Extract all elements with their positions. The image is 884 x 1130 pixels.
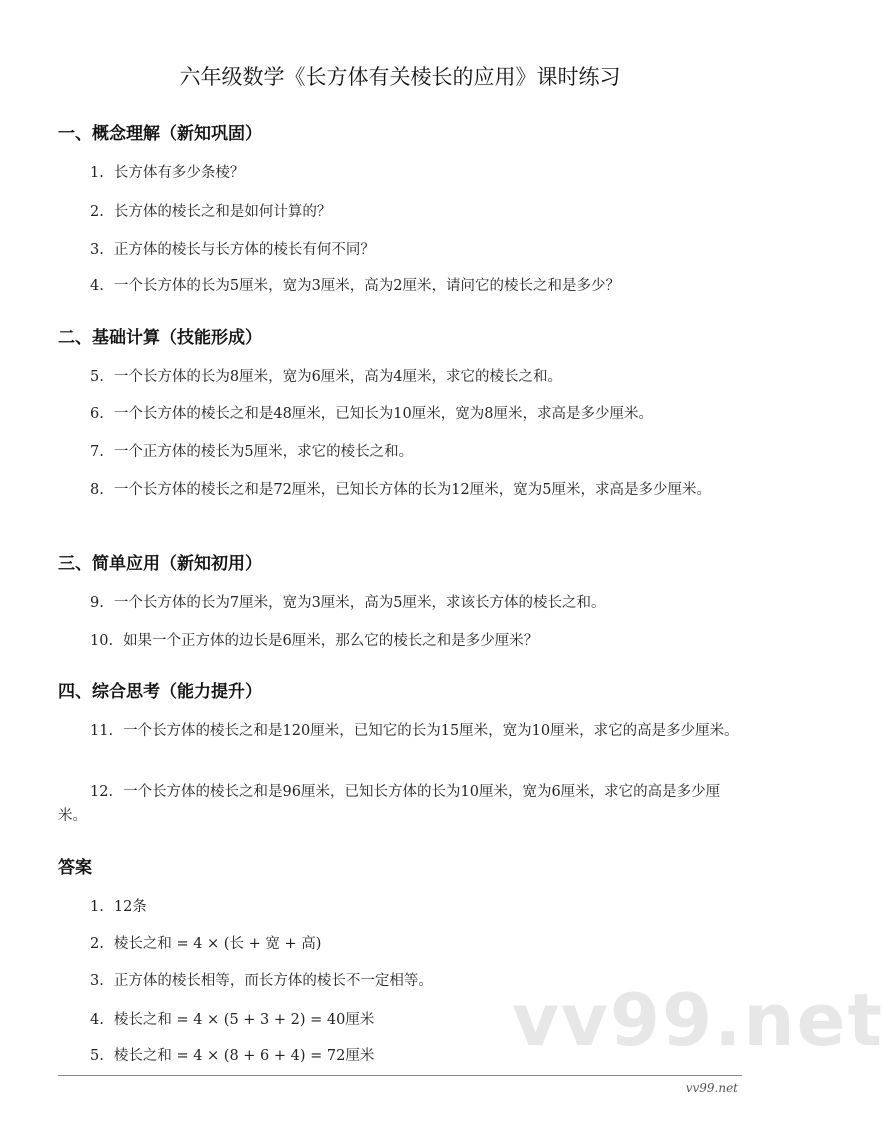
question-number: 1. xyxy=(90,165,104,181)
answer-number: 4. xyxy=(90,1012,104,1028)
question-item xyxy=(90,591,750,615)
question-text: 一个长方体的长为7厘米，宽为3厘米，高为5厘米，求该长方体的棱长之和。 xyxy=(113,595,606,611)
watermark: vv99.net xyxy=(512,978,884,1062)
question-item xyxy=(58,478,748,502)
question-item xyxy=(90,274,750,298)
question-number: 3. xyxy=(90,242,104,258)
question-text: 长方体有多少条棱？ xyxy=(113,165,245,181)
question-text: 一个长方体的棱长之和是120厘米，已知它的长为15厘米，宽为10厘米，求它的高是多少厘米。 xyxy=(123,723,739,739)
question-item xyxy=(58,719,748,743)
question-text: 如果一个正方体的边长是6厘米，那么它的棱长之和是多少厘米？ xyxy=(123,633,539,649)
question-text: 一个正方体的棱长为5厘米，求它的棱长之和。 xyxy=(113,444,414,460)
question-number: 12. xyxy=(90,784,114,800)
question-number: 4. xyxy=(90,278,104,294)
question-number: 10. xyxy=(90,633,114,649)
answer-text: 正方体的棱长相等，而长方体的棱长不一定相等。 xyxy=(113,973,433,989)
question-item xyxy=(90,365,750,389)
question-text: 一个长方体的长为5厘米，宽为3厘米，高为2厘米，请问它的棱长之和是多少？ xyxy=(113,278,621,294)
answer-item xyxy=(90,895,750,919)
answer-number: 5. xyxy=(90,1048,104,1064)
answer-text: 棱长之和 = 4 × (长 + 宽 + 高) xyxy=(113,936,322,952)
question-text: 正方体的棱长与长方体的棱长有何不同？ xyxy=(113,242,375,258)
section-heading: 四、综合思考（能力提升） xyxy=(58,682,262,702)
footer-divider xyxy=(58,1075,742,1076)
question-item xyxy=(90,629,750,653)
question-item xyxy=(58,780,748,828)
section-heading: 三、简单应用（新知初用） xyxy=(58,554,262,574)
answers-heading: 答案 xyxy=(58,858,92,878)
answer-text: 棱长之和 = 4 × (8 + 6 + 4) = 72厘米 xyxy=(113,1048,375,1064)
question-text: 一个长方体的长为8厘米，宽为6厘米，高为4厘米，求它的棱长之和。 xyxy=(113,369,563,385)
section-heading: 一、概念理解（新知巩固） xyxy=(58,124,262,144)
question-number: 5. xyxy=(90,369,104,385)
answer-number: 3. xyxy=(90,973,104,989)
question-text: 一个长方体的棱长之和是48厘米，已知长为10厘米，宽为8厘米，求高是多少厘米。 xyxy=(113,406,653,422)
question-number: 7. xyxy=(90,444,104,460)
question-text: 长方体的棱长之和是如何计算的？ xyxy=(113,204,332,220)
question-item xyxy=(90,440,750,464)
answer-number: 1. xyxy=(90,899,104,915)
question-number: 8. xyxy=(90,482,104,498)
question-text: 一个长方体的棱长之和是72厘米，已知长方体的长为12厘米，宽为5厘米，求高是多少厘米。 xyxy=(113,482,711,498)
question-number: 6. xyxy=(90,406,104,422)
question-number: 11. xyxy=(90,723,114,739)
footer-site-label: vv99.net xyxy=(685,1081,738,1095)
answer-text: 12条 xyxy=(113,899,147,915)
question-item xyxy=(90,402,750,426)
question-item xyxy=(90,200,750,224)
question-number: 2. xyxy=(90,204,104,220)
answer-text: 棱长之和 = 4 × (5 + 3 + 2) = 40厘米 xyxy=(113,1012,375,1028)
question-number: 9. xyxy=(90,595,104,611)
question-item xyxy=(90,161,750,185)
page-title: 六年级数学《长方体有关棱长的应用》课时练习 xyxy=(179,65,621,89)
question-text: 一个长方体的棱长之和是96厘米，已知长方体的长为10厘米，宽为6厘米，求它的高是多少厘米。 xyxy=(58,784,721,824)
question-item xyxy=(90,238,750,262)
answer-number: 2. xyxy=(90,936,104,952)
section-heading: 二、基础计算（技能形成） xyxy=(58,328,262,348)
answer-item xyxy=(90,932,750,956)
